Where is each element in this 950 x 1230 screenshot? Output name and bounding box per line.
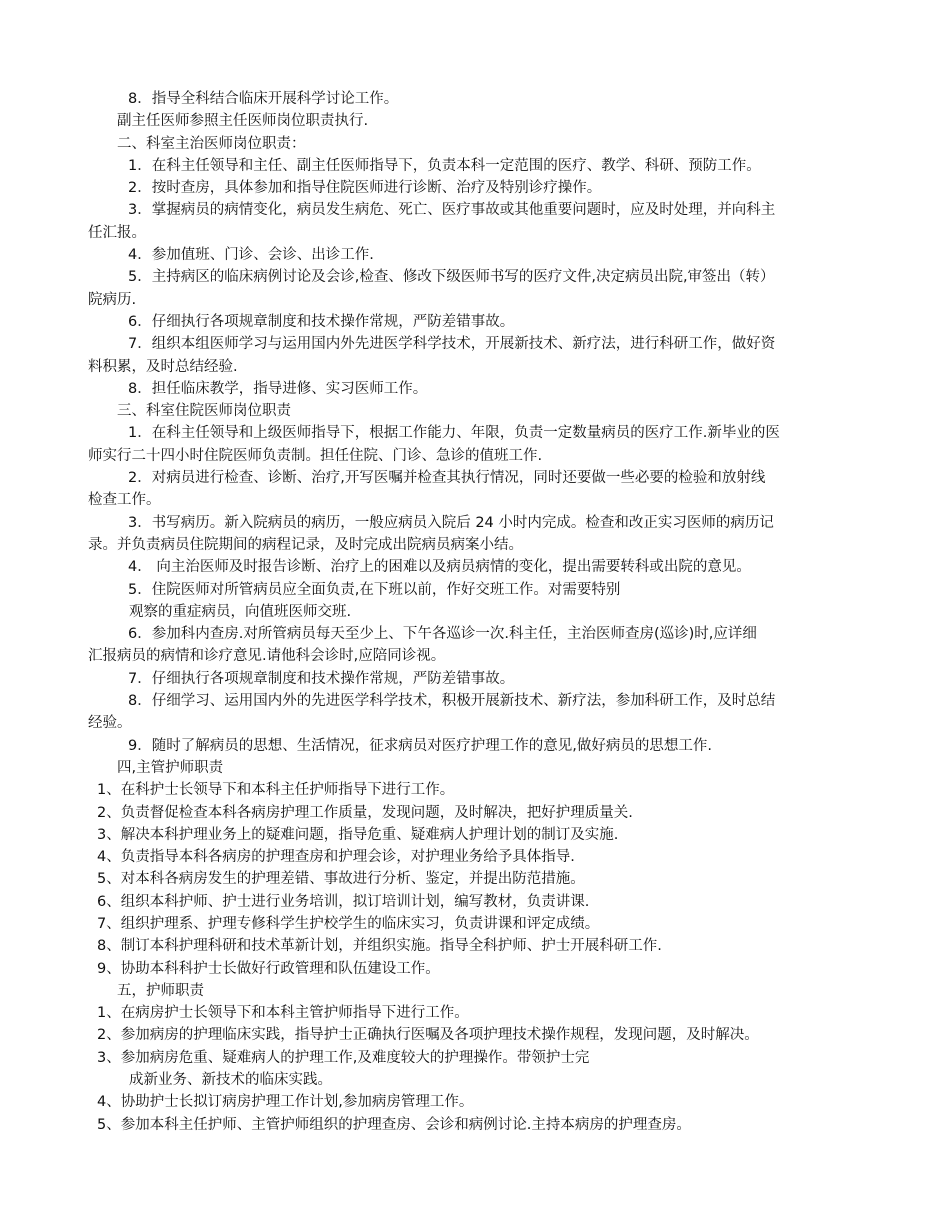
text-line: 2、负责督促检查本科各病房护理工作质量，发现问题，及时解决，把好护理质量关. — [97, 804, 633, 821]
text-line: 5．主持病区的临床病例讨论及会诊,检查、修改下级医师书写的医疗文件,决定病员出院,审签出（转） — [128, 269, 775, 286]
text-line: 5．住院医师对所管病员应全面负责,在下班以前，作好交班工作。对需要特别 — [128, 581, 621, 598]
section-heading: 二、科室主治医师岗位职责： — [117, 135, 306, 152]
text-line: 8．仔细学习、运用国内外的先进医学科学技术，积极开展新技术、新疗法，参加科研工作，及时总结 — [128, 693, 776, 710]
text-line: 1、在科护士长领导下和本科主任护师指导下进行工作。 — [97, 782, 455, 799]
text-line: 2、参加病房的护理临床实践，指导护士正确执行医嘱及各项护理技术操作规程，发现问题，及时解决。 — [97, 1027, 759, 1044]
text-line: 7、组织护理系、护理专修科学生护校学生的临床实习，负责讲课和评定成绩。 — [97, 915, 600, 932]
text-line: 副主任医师参照主任医师岗位职责执行. — [117, 113, 369, 130]
text-line: 3、参加病房危重、疑难病人的护理工作,及难度较大的护理操作。带领护士完 — [97, 1049, 590, 1066]
text-line: 9、协助本科科护士长做好行政管理和队伍建设工作。 — [97, 960, 440, 977]
text-line: 成新业务、新技术的临床实践。 — [129, 1072, 332, 1089]
text-line: 观察的重症病员，向值班医师交班. — [129, 603, 352, 620]
text-line: 3、解决本科护理业务上的疑难问题，指导危重、疑难病人护理计划的制订及实施. — [97, 826, 619, 843]
text-line: 8、制订本科护理科研和技术革新计划，并组织实施。指导全科护师、护士开展科研工作. — [97, 938, 662, 955]
text-line: 5、对本科各病房发生的护理差错、事故进行分析、鉴定，并提出防范措施。 — [97, 871, 585, 888]
text-line: 料积累，及时总结经验. — [88, 358, 238, 375]
text-line: 4．参加值班、门诊、会诊、出诊工作. — [128, 247, 374, 264]
text-line: 录。并负责病员住院期间的病程记录，及时完成出院病员病案小结。 — [88, 536, 523, 553]
text-line: 8．指导全科结合临床开展科学讨论工作。 — [128, 91, 399, 107]
text-line: 师实行二十四小时住院医师负责制。担任住院、门诊、急诊的值班工作. — [88, 447, 543, 464]
text-line: 7．组织本组医师学习与运用国内外先进医学科学技术，开展新技术、新疗法，进行科研工作，做好资 — [128, 336, 776, 353]
text-line: 检查工作。 — [88, 492, 161, 509]
text-line: 3．书写病历。新入院病员的病历，一般应病员入院后 24 小时内完成。检查和改正实习医师的病历记 — [128, 514, 774, 531]
text-line: 经验。 — [88, 715, 132, 732]
section-heading: 三、科室住院医师岗位职责 — [117, 403, 291, 420]
text-line: 1．在科主任领导和主任、副主任医师指导下，负责本科一定范围的医疗、教学、科研、预防工作。 — [128, 157, 761, 174]
text-line: 3．掌握病员的病情变化，病员发生病危、死亡、医疗事故或其他重要问题时，应及时处理，并向科主 — [128, 202, 776, 219]
text-line: 5、参加本科主任护师、主管护师组织的护理查房、会诊和病例讨论.主持本病房的护理查房。 — [97, 1116, 691, 1133]
text-line: 7．仔细执行各项规章制度和技术操作常规，严防差错事故。 — [128, 670, 515, 687]
text-line: 2．按时查房，具体参加和指导住院医师进行诊断、治疗及特别诊疗操作。 — [128, 180, 602, 197]
text-line: 4． 向主治医师及时报告诊断、治疗上的困难以及病员病情的变化，提出需要转科或出院的意见。 — [128, 559, 751, 576]
text-line: 4、协助护士长拟订病房护理工作计划,参加病房管理工作。 — [97, 1094, 474, 1111]
text-line: 任汇报。 — [88, 224, 146, 241]
text-line: 汇报病员的病情和诊疗意见.请他科会诊时,应陪同诊视。 — [88, 648, 446, 665]
text-line: 6、组织本科护师、护士进行业务培训，拟订培训计划，编写教材，负责讲课. — [97, 893, 590, 910]
text-line: 1．在科主任领导和上级医师指导下，根据工作能力、年限，负责一定数量病员的医疗工作.新毕业的医 — [128, 425, 780, 442]
text-line: 6．仔细执行各项规章制度和技术操作常规，严防差错事故。 — [128, 313, 515, 330]
text-line: 9．随时了解病员的思想、生活情况，征求病员对医疗护理工作的意见,做好病员的思想工作. — [128, 737, 712, 754]
text-line: 4、负责指导本科各病房的护理查房和护理会诊，对护理业务给予具体指导. — [97, 849, 575, 866]
text-line: 2．对病员进行检查、诊断、治疗,开写医嘱并检查其执行情况，同时还要做一些必要的检验和放射线 — [128, 470, 766, 487]
text-line: 6．参加科内查房.对所管病员每天至少上、下午各巡诊一次.科主任，主治医师查房(巡诊)时,应详细 — [128, 626, 757, 643]
document-body — [88, 88, 863, 1136]
section-heading: 四,主管护师职责 — [117, 759, 224, 776]
text-line: 1、在病房护士长领导下和本科主管护师指导下进行工作。 — [97, 1005, 469, 1022]
text-line: 8．担任临床教学，指导进修、实习医师工作。 — [128, 380, 428, 397]
text-line: 院病历. — [88, 291, 137, 308]
section-heading: 五，护师职责 — [117, 982, 204, 999]
